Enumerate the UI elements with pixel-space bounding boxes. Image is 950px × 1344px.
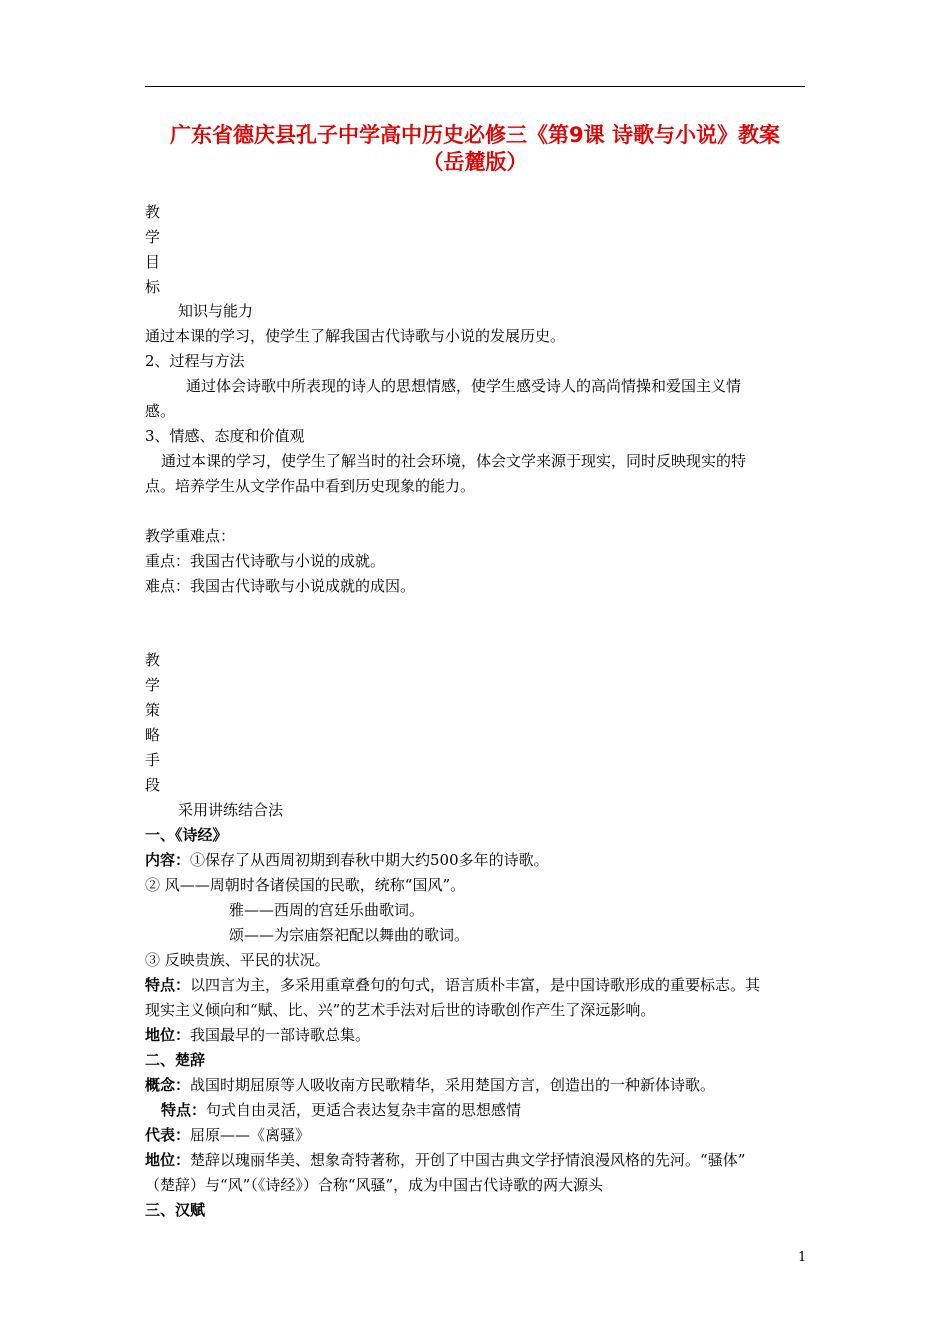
status-line	[145, 1023, 370, 1047]
representative-label: 代表：	[145, 1126, 191, 1144]
chuci-status-line	[145, 1148, 745, 1172]
goals-label-char: 目	[145, 253, 161, 271]
chuci-feature-label: 特点：	[161, 1101, 207, 1119]
concept-text: 战国时期屈原等人吸收南方民歌精华，采用楚国方言，创造出的一种新体诗歌。	[190, 1076, 716, 1094]
strategy-label-char: 学	[145, 676, 161, 694]
key-point: 重点：我国古代诗歌与小说的成就。	[145, 552, 386, 570]
section-heading: 一、《诗经》	[145, 826, 228, 844]
reflect-line: ③ 反映贵族、平民的状况。	[145, 951, 330, 969]
ya-line: 雅——西周的宫廷乐曲歌词。	[229, 901, 425, 919]
chuci-feature-text: 句式自由灵活，更适合表达复杂丰富的思想感情	[206, 1101, 522, 1119]
strategy-label-char: 策	[145, 701, 161, 719]
strategy-label-char: 教	[145, 651, 161, 669]
content-label: 内容：	[145, 851, 191, 869]
chuci-status-text: 楚辞以瑰丽华美、想象奇特著称，开创了中国古典文学抒情浪漫风格的先河。“骚体”	[190, 1151, 746, 1169]
chuci-status-text-cont: （楚辞）与“风”（《诗经》）合称“风骚”，成为中国古代诗歌的两大源头	[145, 1176, 604, 1194]
concept-line	[145, 1073, 715, 1097]
knowledge-text: 通过本课的学习，使学生了解我国古代诗歌与小说的发展历史。	[145, 327, 566, 345]
teaching-method: 采用讲练结合法	[178, 801, 284, 819]
section-heading: 三、汉赋	[145, 1201, 206, 1219]
emotion-text: 点。培养学生从文学作品中看到历史现象的能力。	[145, 477, 476, 495]
representative-text: 屈原——《离骚》	[190, 1126, 311, 1144]
page-number: 1	[798, 1250, 807, 1265]
representative-line	[145, 1123, 310, 1147]
strategy-label-char: 略	[145, 726, 161, 744]
feng-line: ② 风——周朝时各诸侯国的民歌，统称“国风”。	[145, 876, 466, 894]
chuci-status-label: 地位：	[145, 1151, 191, 1169]
feature-text-cont: 现实主义倾向和“赋、比、兴”的艺术手法对后世的诗歌创作产生了深远影响。	[145, 1001, 656, 1019]
goals-label-char: 学	[145, 228, 161, 246]
process-text: 感。	[145, 402, 176, 420]
document-subtitle: （岳麓版）	[422, 150, 528, 174]
emotion-text: 通过本课的学习，使学生了解当时的社会环境，体会文学来源于现实，同时反映现实的特	[161, 452, 747, 470]
key-heading: 教学重难点：	[145, 527, 236, 545]
concept-label: 概念：	[145, 1076, 191, 1094]
difficult-point: 难点：我国古代诗歌与小说成就的成因。	[145, 577, 416, 595]
emotion-heading: 3、情感、态度和价值观	[145, 427, 305, 445]
goals-label-char: 教	[145, 203, 161, 221]
song-line: 颂——为宗庙祭祀配以舞曲的歌词。	[229, 926, 470, 944]
process-text: 通过体会诗歌中所表现的诗人的思想情感，使学生感受诗人的高尚情操和爱国主义情	[186, 377, 742, 395]
section-heading: 二、楚辞	[145, 1051, 206, 1069]
document-title: 广东省德庆县孔子中学高中历史必修三《第9课 诗歌与小说》教案	[170, 123, 780, 147]
status-text: 我国最早的一部诗歌总集。	[190, 1026, 371, 1044]
feature-line	[145, 973, 760, 997]
content-text: ①保存了从西周初期到春秋中期大约500多年的诗歌。	[190, 851, 549, 869]
knowledge-heading: 知识与能力	[178, 302, 254, 320]
content-line	[145, 848, 549, 872]
status-label: 地位：	[145, 1026, 191, 1044]
header-rule	[145, 86, 805, 87]
chuci-feature-line	[161, 1098, 521, 1122]
strategy-label-char: 手	[145, 751, 161, 769]
feature-label: 特点：	[145, 976, 191, 994]
goals-label-char: 标	[145, 278, 161, 296]
feature-text: 以四言为主，多采用重章叠句的句式，语言质朴丰富，是中国诗歌形成的重要标志。其	[190, 976, 761, 994]
strategy-label-char: 段	[145, 776, 161, 794]
process-heading: 2、过程与方法	[145, 352, 245, 370]
